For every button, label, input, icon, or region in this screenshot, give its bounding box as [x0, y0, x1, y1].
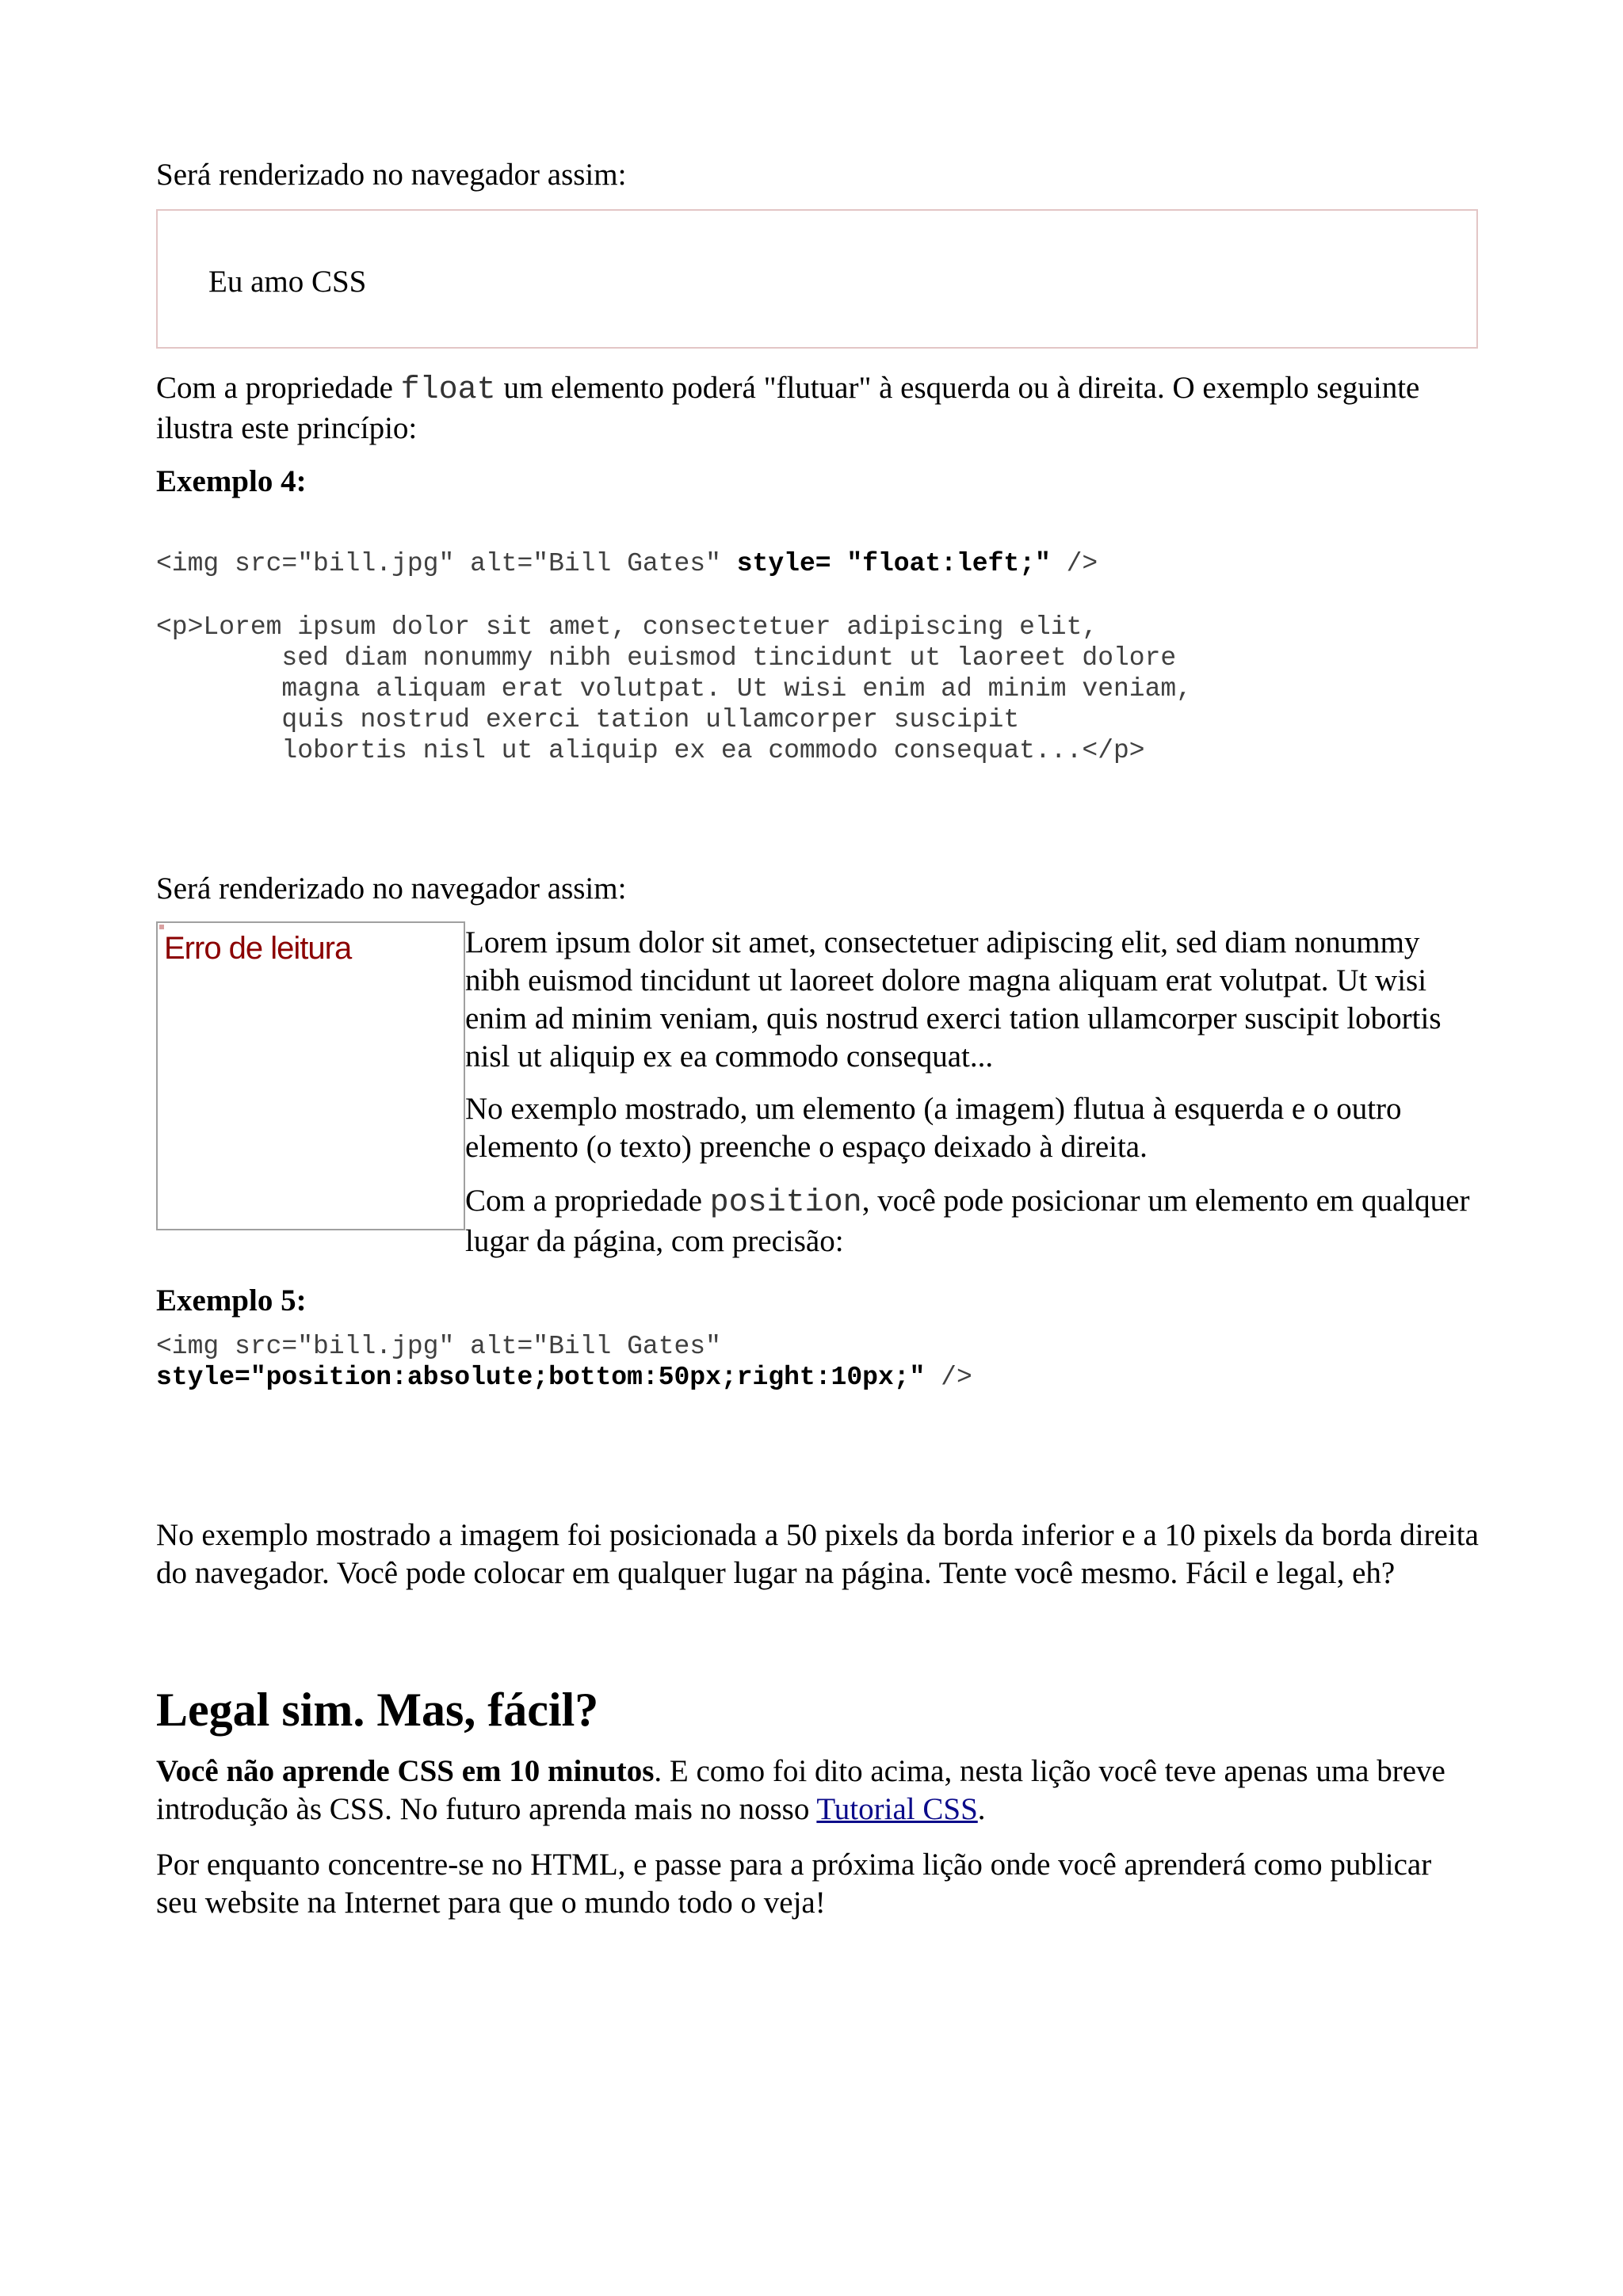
float-intro-rest: um elemento poderá "flutuar" à esquerda ou à direita. O exemplo seguinte ilustra este princípio: — [156, 371, 1420, 445]
float-paragraph-explanation: No exemplo mostrado, um elemento (a imagem) flutua à esquerda e o outro elemento (o texto) preenche o espaço deixado à direita. — [465, 1092, 1402, 1164]
closing-bold: Você não aprende CSS em 10 minutos — [156, 1754, 655, 1788]
example3-output-box — [156, 209, 1478, 349]
broken-image-alt-text: Erro de leitura — [164, 931, 352, 966]
example4-code-line1 — [156, 548, 1480, 579]
code-bold-segment: style="position:absolute;bottom:50px;right:10px;" — [156, 1363, 926, 1392]
code-segment: <img src="bill.jpg" alt="Bill Gates" — [156, 549, 737, 578]
float-paragraph-lorem: Lorem ipsum dolor sit amet, consectetuer adipiscing elit, sed diam nonummy nibh euismod tincidunt ut laoreet dolore magna aliquam erat volutpat. Ut wisi enim ad minim veniam, quis nostrud exerci tation ullamcorper suscipit lobortis nisl ut aliquip ex ea commodo consequat... — [465, 925, 1442, 1074]
example5-code-line2 — [156, 1362, 1480, 1393]
float-intro-text: Com a propriedade — [156, 371, 401, 405]
example5-heading: Exemplo 5: — [156, 1283, 307, 1318]
broken-image — [156, 921, 465, 1230]
code-bold-segment: style= "float:left;" — [736, 549, 1051, 578]
example3-output-text: Eu amo CSS — [208, 265, 367, 299]
render-note: Será renderizado no navegador assim: — [156, 871, 627, 906]
closing-end: . — [977, 1792, 986, 1826]
float-code: float — [400, 372, 496, 408]
example4-code-paragraph: <p>Lorem ipsum dolor sit amet, consectetuer adipiscing elit, sed diam nonummy nibh euismod tincidunt ut laoreet dolore magna aliquam erat volutpat. Ut wisi enim ad minim veniam, quis nostrud exerci tation ullamcorper suscipit lobortis nisl ut aliquip ex ea commodo consequat...</p> — [156, 612, 1193, 765]
position-intro — [465, 1182, 1480, 1261]
float-intro — [156, 369, 1480, 448]
code-segment: /> — [1050, 549, 1098, 578]
example4-heading: Exemplo 4: — [156, 464, 307, 498]
position-intro-text: Com a propriedade — [465, 1184, 710, 1218]
example5-code-line1: <img src="bill.jpg" alt="Bill Gates" — [156, 1332, 721, 1361]
final-paragraph: Por enquanto concentre-se no HTML, e passe para a próxima lição onde você aprenderá como publicar seu website na Internet para que o mundo todo o veja! — [156, 1848, 1432, 1920]
tutorial-css-link[interactable]: Tutorial CSS — [816, 1792, 978, 1826]
section-title: Legal sim. Mas, fácil? — [156, 1684, 599, 1736]
position-intro-rest: , você pode posicionar um elemento em qualquer lugar da página, com precisão: — [465, 1184, 1470, 1258]
closing-text: . E como foi dito acima, nesta lição você teve apenas uma breve introdução às CSS. No futuro aprenda mais no nosso — [156, 1754, 1445, 1826]
position-explanation: No exemplo mostrado a imagem foi posicionada a 50 pixels da borda inferior e a 10 pixels da borda direita do navegador. Você pode colocar em qualquer lugar na página. Tente você mesmo. Fácil e legal, eh? — [156, 1518, 1479, 1590]
code-segment: /> — [925, 1363, 972, 1392]
position-code: position — [709, 1185, 862, 1221]
closing-paragraph — [156, 1753, 1480, 1829]
render-note: Será renderizado no navegador assim: — [156, 158, 627, 192]
